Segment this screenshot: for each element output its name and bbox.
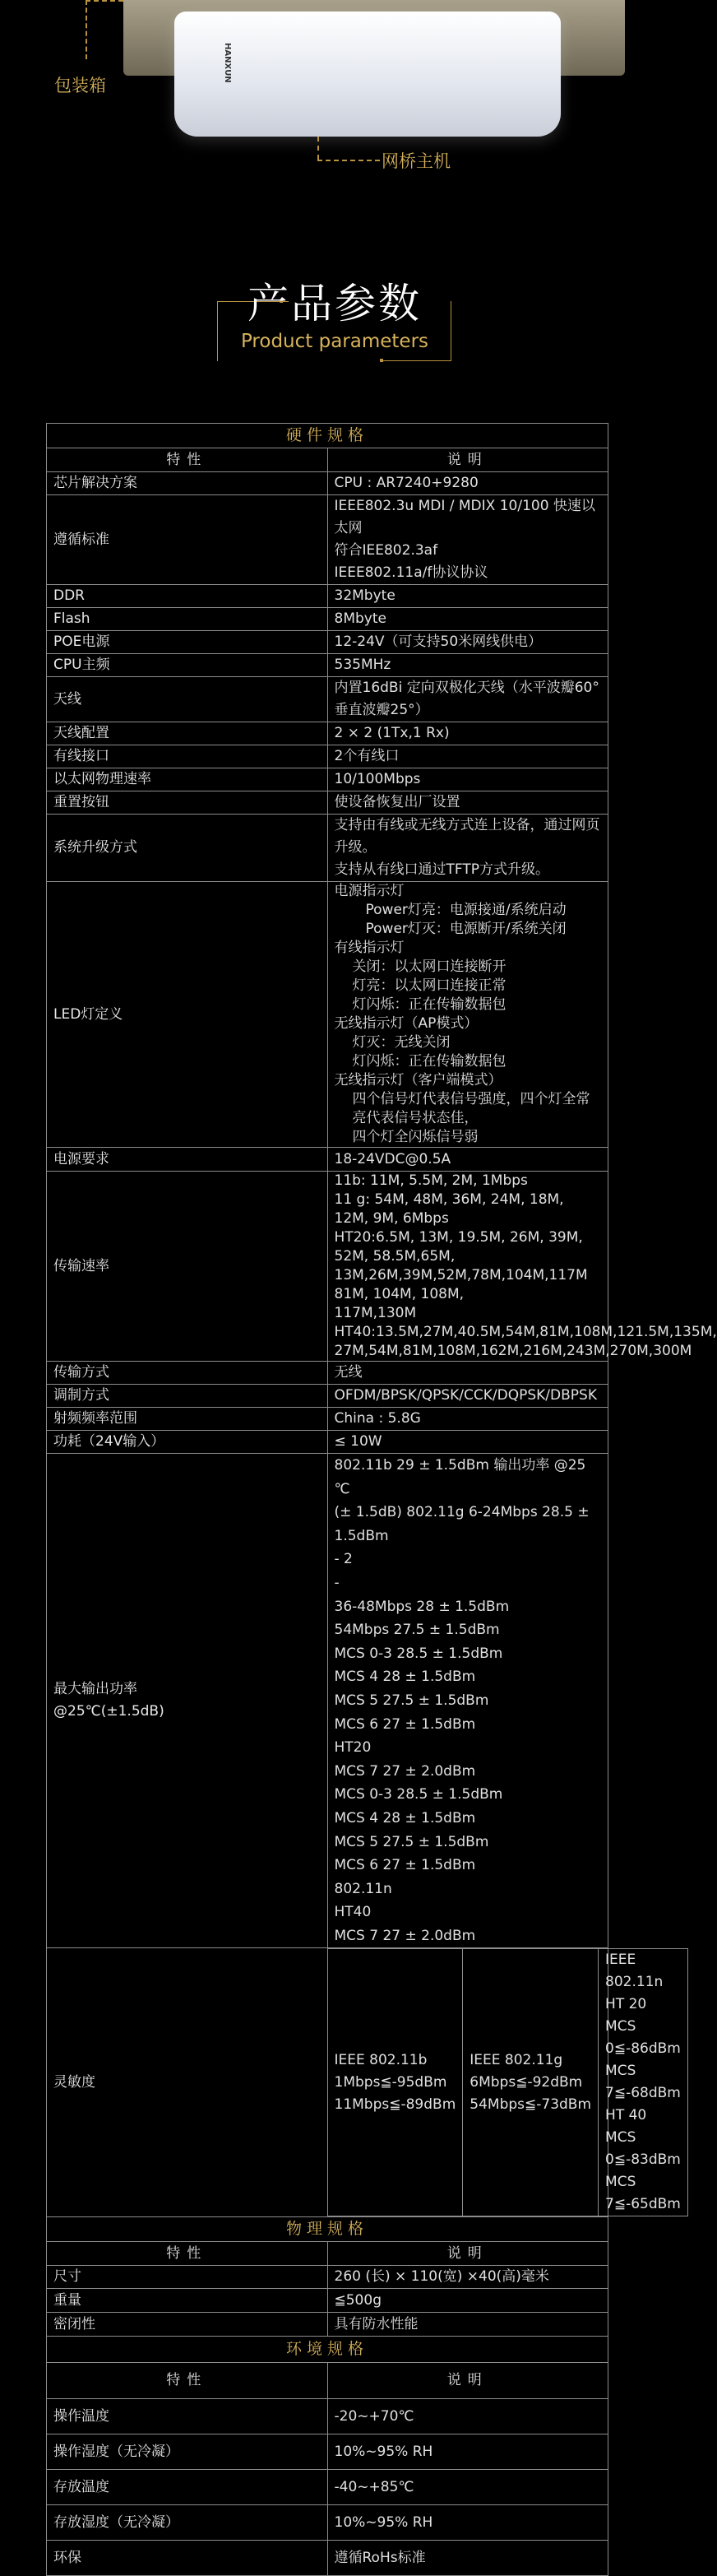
- table-row: [47, 1454, 608, 1948]
- row-value: [327, 472, 608, 495]
- row-value: [327, 1172, 717, 1362]
- rate-line: 11 g: 54M, 48M, 36M, 24M, 18M, 12M, 9M, 6Mbps: [334, 1191, 564, 1227]
- table-row: [47, 1172, 608, 1362]
- row-value-line: 2 × 2 (1Tx,1 Rx): [334, 725, 450, 741]
- table-row: [47, 2313, 608, 2337]
- row-value-line: 符合IEE802.3af: [334, 542, 438, 559]
- table-row: [47, 791, 608, 815]
- table-row: [47, 2541, 608, 2576]
- max-power-line: 802.11n: [334, 1880, 392, 1897]
- row-value: [327, 2313, 608, 2337]
- row-key: Flash: [47, 608, 328, 631]
- table-row: [47, 654, 608, 677]
- sensitivity-11g: [463, 1949, 599, 2216]
- sensitivity-line: 11Mbps≦-89dBm: [334, 2096, 456, 2113]
- row-value: [327, 882, 608, 1148]
- sensitivity-line: MCS 0≦-86dBm: [605, 2018, 681, 2058]
- row-value-line: 支持由有线或无线方式连上设备，通过网页升级。: [334, 817, 600, 856]
- environment-section-header: [47, 2337, 608, 2363]
- row-value-line: -40~+85℃: [334, 2478, 414, 2495]
- row-value-line: 使设备恢复出厂设置: [334, 794, 460, 810]
- led-line: 灯亮：以太网口连接正常: [352, 977, 507, 994]
- row-key-line: 最大输出功率: [53, 1681, 137, 1698]
- bridge-device-image: [174, 12, 561, 137]
- row-value-line: -20~+70℃: [334, 2407, 414, 2425]
- row-key: 遵循标准: [47, 495, 328, 585]
- row-key: POE电源: [47, 631, 328, 654]
- led-line: 灯灭：无线关闭: [352, 1034, 451, 1051]
- row-key: 传输方式: [47, 1362, 328, 1385]
- device-callout-line-h: [317, 160, 380, 161]
- label-bridge-host: 网桥主机: [382, 151, 451, 171]
- table-row: [47, 677, 608, 722]
- hardware-rows-2: [47, 1362, 608, 1454]
- row-value: [327, 677, 608, 722]
- row-key: 操作温度: [47, 2399, 328, 2434]
- max-power-line: 802.11b 29 ± 1.5dBm 输出功率 @25 ℃: [334, 1457, 586, 1497]
- led-line: 有线指示灯: [334, 940, 405, 956]
- led-line: 无线指示灯（AP模式）: [334, 1015, 479, 1032]
- rate-line: 11b: 11M, 5.5M, 2M, 1Mbps: [334, 1172, 528, 1189]
- sensitivity-line: 54Mbps≦-73dBm: [470, 2096, 592, 2113]
- rate-line: HT20:6.5M, 13M, 19.5M, 26M, 39M, 52M, 58.5M,65M,: [334, 1229, 583, 1265]
- table-row: [47, 1362, 608, 1385]
- physical-title: 物理规格: [47, 2217, 608, 2242]
- row-value: [327, 2399, 608, 2434]
- row-value: [327, 791, 608, 815]
- row-value: [327, 2289, 608, 2313]
- row-value: [327, 1948, 681, 2217]
- table-row: [47, 1408, 608, 1431]
- environment-rows: [47, 2399, 608, 2576]
- table-row: [47, 2289, 608, 2313]
- row-key: 天线: [47, 677, 328, 722]
- hardware-section-header: [47, 424, 608, 448]
- row-key: 操作湿度（无冷凝）: [47, 2434, 328, 2470]
- max-power-line: MCS 0-3 28.5 ± 1.5dBm: [334, 1786, 503, 1803]
- rate-line: 13M,26M,39M,52M,78M,104M,117M 81M, 104M, 108M,: [334, 1267, 588, 1302]
- sensitivity-line: MCS 0≦-83dBm: [605, 2129, 681, 2169]
- sensitivity-line: 6Mbps≦-92dBm: [470, 2073, 583, 2091]
- row-value-line: CPU : AR7240+9280: [334, 475, 479, 491]
- row-value: [327, 1385, 608, 1408]
- row-key: 系统升级方式: [47, 815, 328, 882]
- sensitivity-line: IEEE 802.11n: [605, 1952, 664, 1991]
- row-key: 存放温度: [47, 2470, 328, 2505]
- table-row: [47, 1385, 608, 1408]
- physical-rows: [47, 2266, 608, 2337]
- led-line: 四个信号灯代表信号强度，四个灯全常亮代表信号状态佳，: [352, 1091, 590, 1126]
- row-key: [47, 1454, 328, 1948]
- row-value: [327, 585, 608, 608]
- row-key: 环保: [47, 2541, 328, 2576]
- sensitivity-line: 1Mbps≦-95dBm: [334, 2073, 447, 2091]
- max-power-line: MCS 4 28 ± 1.5dBm: [334, 1669, 476, 1686]
- row-value: [327, 1431, 608, 1454]
- max-power-line: 36-48Mbps 28 ± 1.5dBm: [334, 1598, 510, 1615]
- row-value: [327, 1408, 608, 1431]
- table-row: [47, 882, 608, 1148]
- col-key: 特性: [47, 2363, 328, 2399]
- physical-section-header: [47, 2217, 608, 2242]
- row-value: [327, 2541, 608, 2576]
- row-key: 存放湿度（无冷凝）: [47, 2505, 328, 2541]
- section-title: [215, 280, 454, 362]
- row-value-line: 2个有线口: [334, 748, 400, 764]
- row-key: 密闭性: [47, 2313, 328, 2337]
- row-value: [327, 722, 608, 745]
- physical-column-header: [47, 2242, 608, 2266]
- col-val: 说明: [327, 2242, 608, 2266]
- max-power-line: MCS 5 27.5 ± 1.5dBm: [334, 1833, 489, 1850]
- col-key: 特性: [47, 2242, 328, 2266]
- rate-line: 117M,130M: [334, 1305, 417, 1321]
- led-line: Power灯灭：电源断开/系统关闭: [365, 921, 567, 937]
- sensitivity-subtable: [328, 1948, 688, 2216]
- row-value-line: 具有防水性能: [334, 2315, 419, 2332]
- row-value-line: 260 (长) × 110(宽) ×40(高)毫米: [334, 2268, 549, 2286]
- max-power-line: - 2: [334, 1551, 353, 1568]
- table-row: [47, 768, 608, 791]
- row-value-line: 10%~95% RH: [334, 2443, 433, 2460]
- row-key: 天线配置: [47, 722, 328, 745]
- row-key: 灵敏度: [47, 1948, 328, 2217]
- led-line: 无线指示灯（客户端模式）: [334, 1072, 502, 1088]
- rate-line: 27M,54M,81M,108M,162M,216M,243M,270M,300M: [334, 1343, 692, 1359]
- row-value-line: 10/100Mbps: [334, 771, 421, 787]
- max-power-line: MCS 6 27 ± 1.5dBm: [334, 1715, 476, 1733]
- spec-table: [46, 423, 717, 2576]
- table-row: [47, 2505, 608, 2541]
- row-value: [327, 2505, 608, 2541]
- table-row: [47, 2434, 608, 2470]
- max-power-line: (± 1.5dB) 802.11g 6-24Mbps 28.5 ± 1.5dBm: [334, 1504, 590, 1544]
- row-value: [327, 631, 608, 654]
- row-value: [327, 745, 608, 768]
- row-key: 射频频率范围: [47, 1408, 328, 1431]
- max-power-line: MCS 0-3 28.5 ± 1.5dBm: [334, 1645, 503, 1662]
- table-row: [47, 631, 608, 654]
- row-value-line: 内置16dBi 定向双极化天线（水平波瓣60° 垂直波瓣25°）: [334, 680, 599, 718]
- row-key: 重量: [47, 2289, 328, 2313]
- row-value-line: 8Mbyte: [334, 610, 386, 627]
- table-row: [47, 1948, 608, 2217]
- device-logo: HANXUN: [223, 43, 232, 83]
- hardware-column-header: [47, 448, 608, 472]
- row-value: [327, 768, 608, 791]
- sensitivity-11b: [328, 1949, 463, 2216]
- product-hero: [0, 0, 650, 197]
- row-value-line: 535MHz: [334, 657, 391, 673]
- hardware-title: 硬件规格: [47, 424, 608, 448]
- row-value-line: China : 5.8G: [334, 1410, 421, 1427]
- device-callout-line: [317, 137, 319, 160]
- row-value-line: ≤ 10W: [334, 1433, 382, 1450]
- led-line: 电源指示灯: [334, 883, 405, 899]
- row-key: 传输速率: [47, 1172, 328, 1362]
- led-line: 关闭：以太网口连接断开: [352, 958, 507, 975]
- sensitivity-line: HT 40: [605, 2107, 647, 2124]
- led-line: 四个灯全闪烁信号弱: [352, 1129, 479, 1145]
- table-row: [47, 815, 608, 882]
- row-value: 18-24VDC@0.5A: [327, 1148, 608, 1172]
- led-line: 灯闪烁：正在传输数据包: [352, 1053, 507, 1070]
- row-key: LED灯定义: [47, 882, 328, 1148]
- row-value-line: 遵循RoHs标准: [334, 2549, 426, 2566]
- sensitivity-line: MCS 7≦-68dBm: [605, 2063, 681, 2102]
- max-power-line: MCS 7 27 ± 2.0dBm: [334, 1927, 476, 1944]
- max-power-line: HT20: [334, 1739, 372, 1757]
- row-value-line: 10%~95% RH: [334, 2513, 433, 2531]
- col-key: 特性: [47, 448, 328, 472]
- table-row: [47, 1431, 608, 1454]
- table-row: [47, 2266, 608, 2289]
- row-key: 尺寸: [47, 2266, 328, 2289]
- row-value: [327, 608, 608, 631]
- table-row: [47, 472, 608, 495]
- box-callout-line-h: [86, 0, 123, 2]
- row-key: 有线接口: [47, 745, 328, 768]
- max-power-line: -: [334, 1574, 340, 1591]
- sensitivity-line: HT 20: [605, 1996, 647, 2013]
- table-row: [47, 722, 608, 745]
- row-value-line: 无线: [334, 1364, 363, 1381]
- environment-title: 环境规格: [47, 2337, 608, 2363]
- max-power-line: MCS 6 27 ± 1.5dBm: [334, 1857, 476, 1874]
- max-power-line: MCS 4 28 ± 1.5dBm: [334, 1809, 476, 1826]
- label-packaging-box: 包装箱: [54, 76, 106, 95]
- table-row: [47, 608, 608, 631]
- sensitivity-11n: [599, 1949, 688, 2216]
- row-value-line: IEEE802.3u MDI / MDIX 10/100 快速以太网: [334, 498, 595, 536]
- table-row: [47, 495, 608, 585]
- environment-column-header: [47, 2363, 608, 2399]
- row-value: [327, 2434, 608, 2470]
- row-key: 重置按钮: [47, 791, 328, 815]
- max-power-line: 54Mbps 27.5 ± 1.5dBm: [334, 1622, 500, 1639]
- row-value-line: ≦500g: [334, 2291, 382, 2309]
- row-value: [327, 654, 608, 677]
- table-row: [47, 1148, 608, 1172]
- led-line: 灯闪烁：正在传输数据包: [352, 996, 507, 1013]
- sensitivity-line: IEEE 802.11b: [334, 2051, 428, 2068]
- led-line: Power灯亮：电源接通/系统启动: [365, 902, 567, 918]
- row-value-line: 12-24V（可支持50米网线供电）: [334, 634, 543, 650]
- sensitivity-line: MCS 7≦-65dBm: [605, 2174, 681, 2213]
- row-value-line: 32Mbyte: [334, 587, 396, 604]
- row-key: 电源要求: [47, 1148, 328, 1172]
- row-value: [327, 495, 608, 585]
- max-power-line: MCS 5 27.5 ± 1.5dBm: [334, 1692, 489, 1709]
- col-val: 说明: [327, 2363, 608, 2399]
- row-key: 芯片解决方案: [47, 472, 328, 495]
- section-title-en: Product parameters: [240, 331, 429, 352]
- table-row: [47, 2399, 608, 2434]
- row-value: [327, 2470, 608, 2505]
- row-key: 调制方式: [47, 1385, 328, 1408]
- table-row: [47, 585, 608, 608]
- sensitivity-line: IEEE 802.11g: [470, 2051, 563, 2068]
- box-callout-line: [86, 0, 87, 59]
- row-key-line: @25℃(±1.5dB): [53, 1703, 164, 1720]
- row-value: [327, 815, 608, 882]
- table-row: [47, 2470, 608, 2505]
- hardware-rows: [47, 472, 608, 882]
- row-key: 功耗（24V输入）: [47, 1431, 328, 1454]
- rate-line: HT40:13.5M,27M,40.5M,54M,81M,108M,121.5M,135M,: [334, 1324, 717, 1340]
- row-value: [327, 1362, 608, 1385]
- max-power-line: HT40: [334, 1904, 372, 1921]
- table-row: [47, 745, 608, 768]
- row-value-line: OFDM/BPSK/QPSK/CCK/DQPSK/DBPSK: [334, 1387, 597, 1404]
- section-title-cn: 产品参数: [247, 280, 422, 327]
- max-power-line: MCS 7 27 ± 2.0dBm: [334, 1762, 476, 1780]
- col-val: 说明: [327, 448, 608, 472]
- row-value: [327, 1454, 608, 1948]
- row-value-line: IEEE802.11a/f协议协议: [334, 564, 488, 581]
- row-key: DDR: [47, 585, 328, 608]
- row-key: CPU主频: [47, 654, 328, 677]
- row-value: [327, 2266, 608, 2289]
- row-key: 以太网物理速率: [47, 768, 328, 791]
- row-value-line: 支持从有线口通过TFTP方式升级。: [334, 861, 549, 878]
